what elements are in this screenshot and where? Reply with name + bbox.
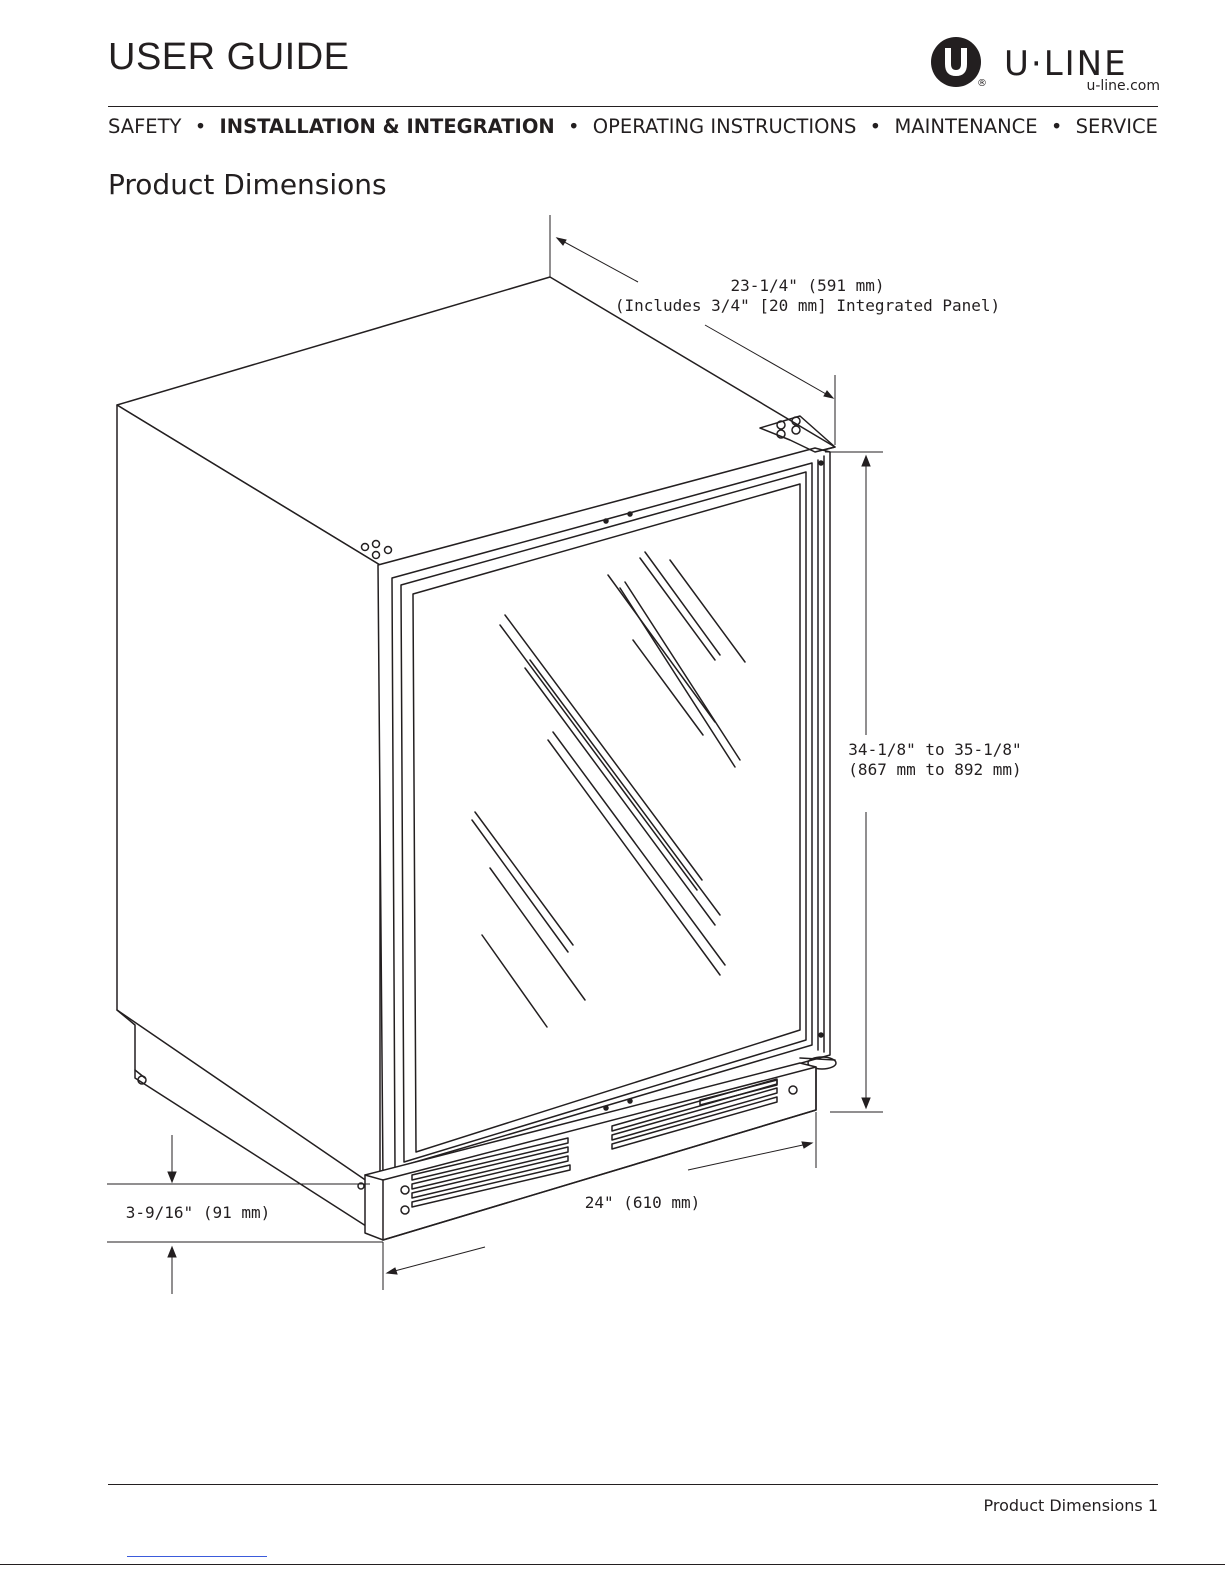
section-title: Product Dimensions bbox=[108, 168, 387, 201]
nav-separator: • bbox=[1050, 115, 1063, 138]
document-title: USER GUIDE bbox=[108, 36, 350, 78]
registered-mark: ® bbox=[977, 78, 987, 89]
door-frame bbox=[378, 448, 830, 1180]
nav-item-service[interactable]: SERVICE bbox=[1075, 115, 1158, 138]
nav-item-operating[interactable]: OPERATING INSTRUCTIONS bbox=[592, 115, 857, 138]
toe-kick-dimension-label: 3-9/16" (91 mm) bbox=[125, 1203, 271, 1222]
depth-dimension-note: (Includes 3/4" [20 mm] Integrated Panel) bbox=[614, 296, 1001, 315]
footer-divider bbox=[108, 1484, 1158, 1485]
height-dimension-metric: (867 mm to 892 mm) bbox=[848, 760, 1022, 779]
brand-name: U·LINE bbox=[1004, 44, 1128, 84]
bottom-link-underline bbox=[127, 1556, 267, 1557]
depth-dimension-label bbox=[600, 276, 1015, 316]
depth-dimension-value: 23-1/4" (591 mm) bbox=[730, 276, 885, 295]
website-link[interactable]: u-line.com bbox=[1086, 78, 1160, 94]
nav-item-installation[interactable]: INSTALLATION & INTEGRATION bbox=[219, 115, 555, 138]
height-dimension-value: 34-1/8" to 35-1/8" bbox=[848, 740, 1022, 759]
nav-separator: • bbox=[567, 115, 580, 138]
width-dimension-label: 24" (610 mm) bbox=[584, 1193, 701, 1212]
page-footer: Product Dimensions 1 bbox=[983, 1496, 1158, 1515]
nav-item-safety[interactable]: SAFETY bbox=[108, 115, 182, 138]
height-dimension-label bbox=[830, 740, 1040, 780]
nav-separator: • bbox=[194, 115, 207, 138]
nav-separator: • bbox=[869, 115, 882, 138]
nav-item-maintenance[interactable]: MAINTENANCE bbox=[894, 115, 1038, 138]
page-bottom-edge bbox=[0, 1564, 1225, 1565]
